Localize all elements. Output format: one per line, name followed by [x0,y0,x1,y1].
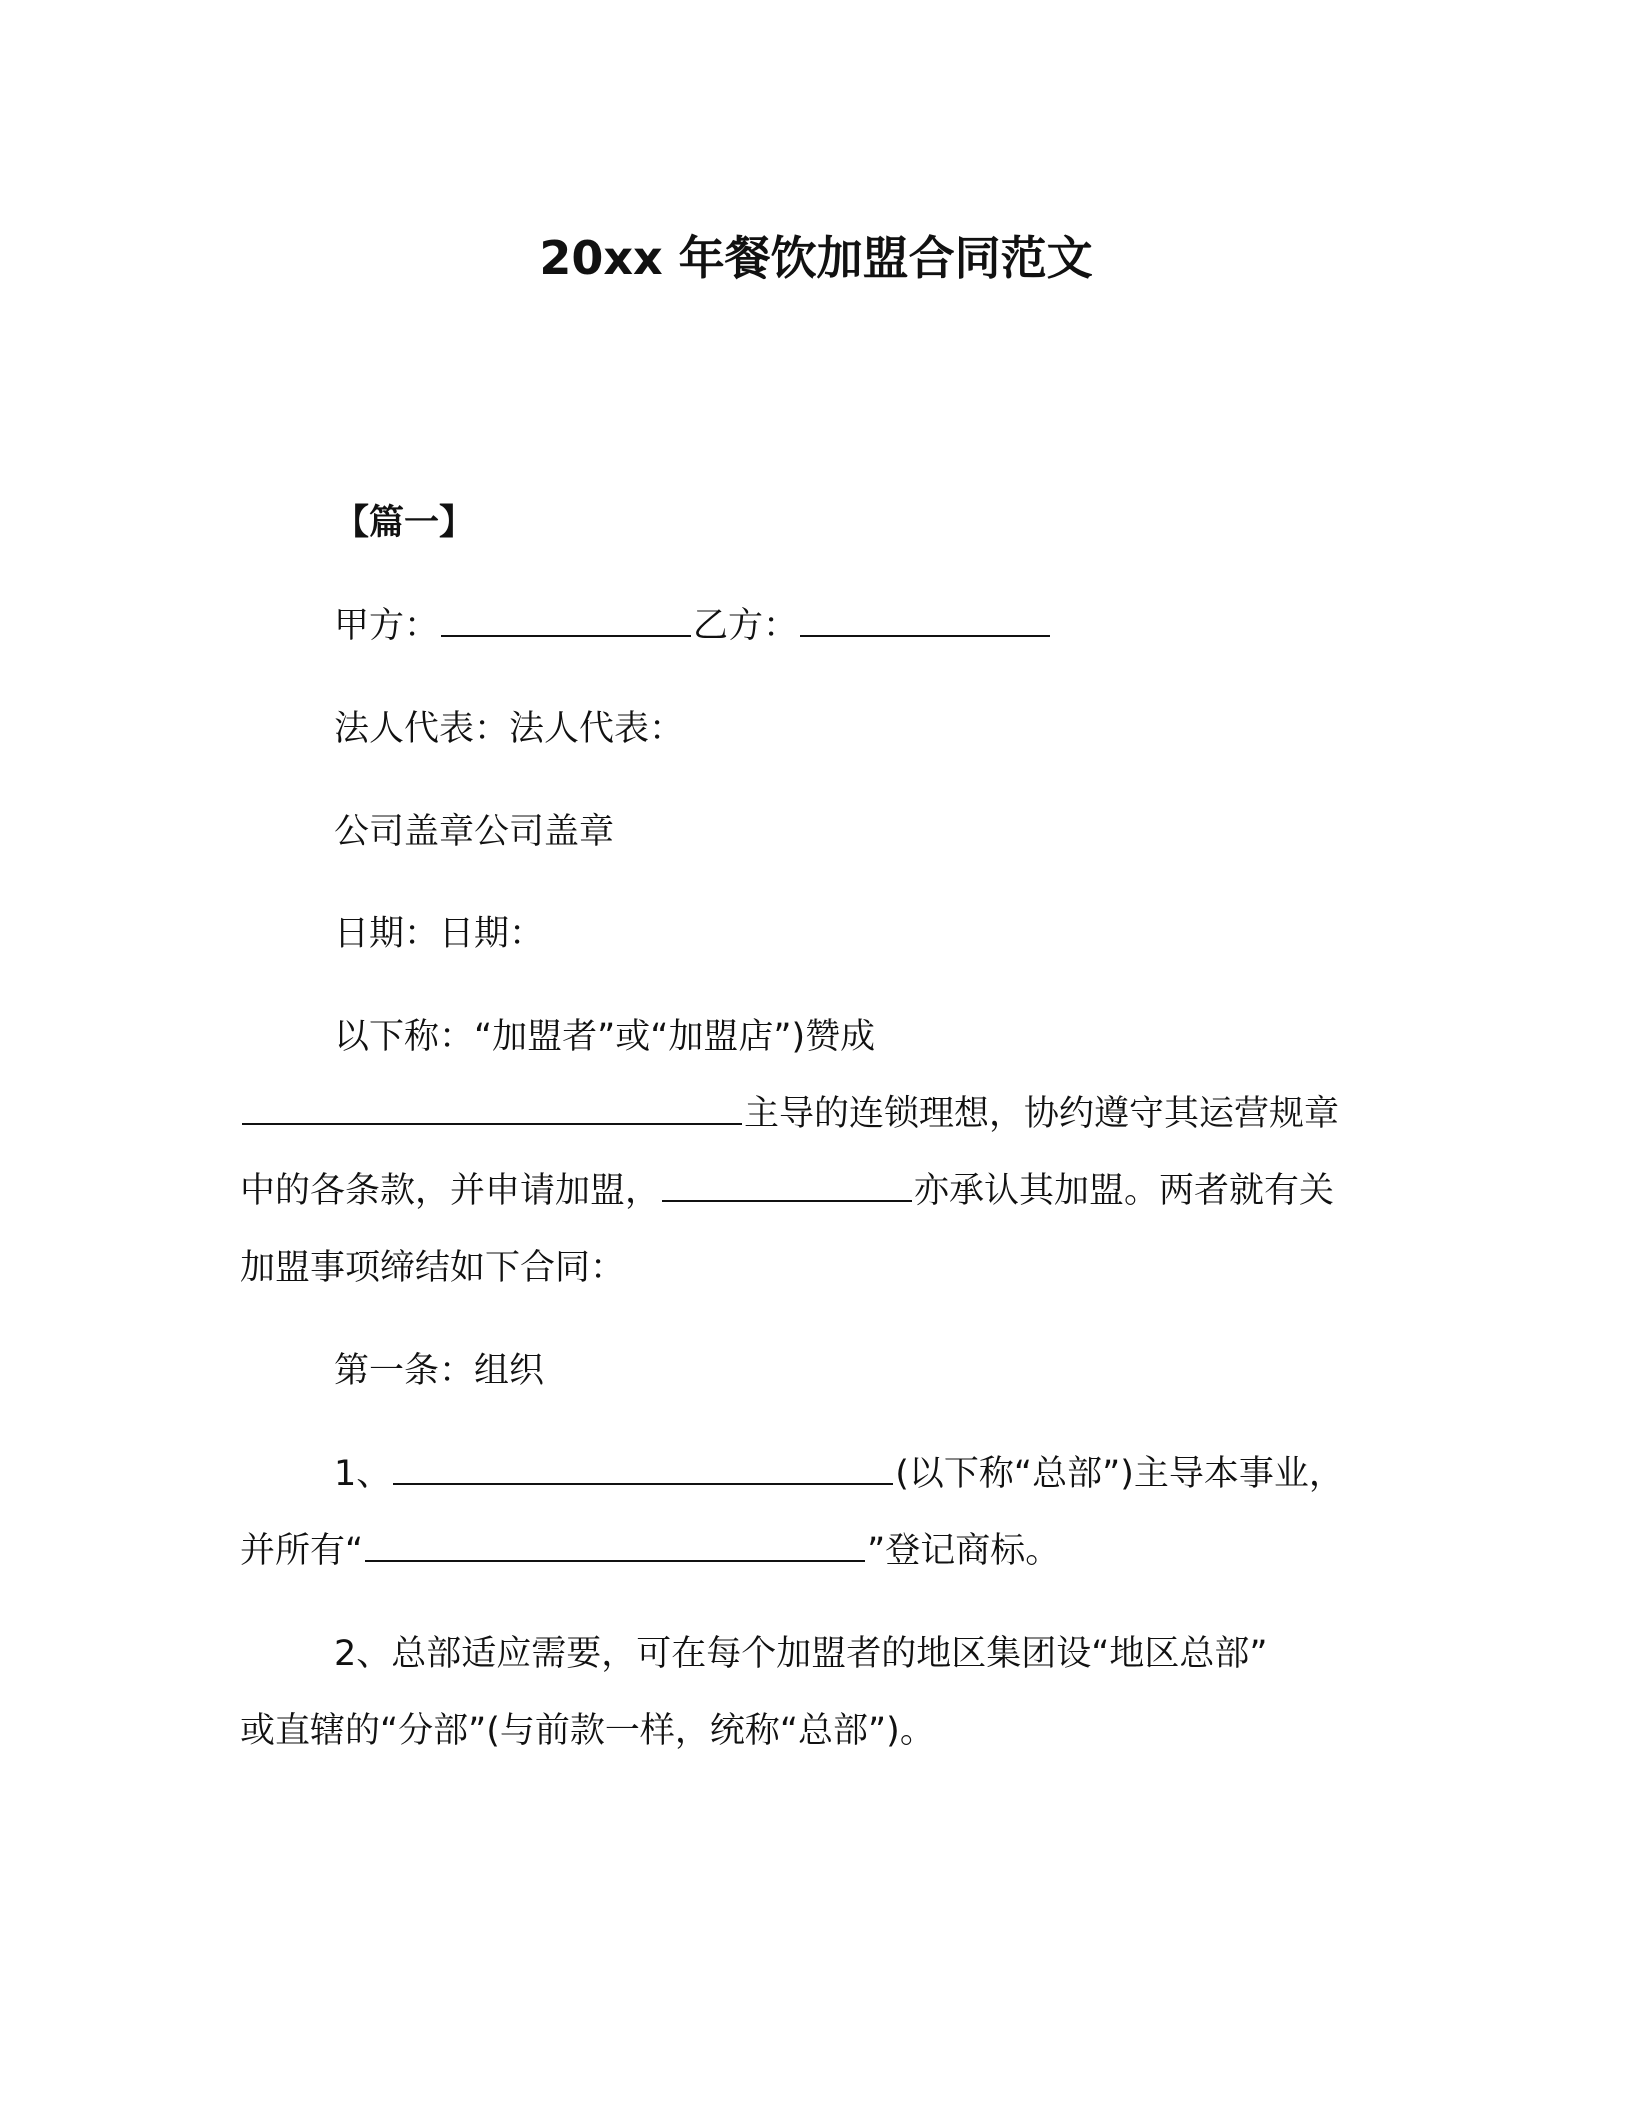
party-b-blank [800,603,1050,637]
fill-blank [662,1168,912,1202]
party-line [334,602,1052,650]
clause-line: 2、总部适应需要，可在每个加盟者的地区集团设“地区总部” [334,1634,1268,1674]
paragraph-line: 以下称：“加盟者”或“加盟店”)赞成 [334,1017,876,1057]
paragraph-line [240,1167,1334,1215]
paragraph-text: 主导的连锁理想，协约遵守其运营规章 [744,1094,1340,1134]
section-label: 【篇一】 [334,503,475,543]
paragraph-line: 加盟事项缔结如下合同： [240,1248,626,1288]
clause-text: 并所有“ [240,1531,364,1571]
paragraph-text: 中的各条款，并申请加盟， [240,1171,661,1211]
clause-line: 或直辖的“分部”(与前款一样，统称“总部”)。 [240,1711,935,1751]
fill-blank [242,1091,742,1125]
article-heading: 第一条：组织 [334,1351,545,1391]
clause-line [334,1450,1344,1498]
clause-text: (以下称“总部”)主导本事业， [895,1454,1344,1494]
party-b-label: 乙方： [693,606,799,646]
clause-text: ”登记商标。 [867,1531,1061,1571]
party-a-label: 甲方： [334,606,440,646]
clause-number: 1、 [334,1454,392,1494]
party-a-blank [441,603,691,637]
fill-blank [365,1528,865,1562]
legal-rep-line: 法人代表：法人代表： [334,709,685,749]
clause-line [240,1527,1060,1575]
date-line: 日期：日期： [334,914,545,954]
fill-blank [393,1451,893,1485]
paragraph-text: 亦承认其加盟。两者就有关 [914,1171,1335,1211]
seal-line: 公司盖章公司盖章 [334,812,615,852]
document-title: 20xx 年餐饮加盟合同范文 [539,231,1093,285]
paragraph-line [240,1090,1339,1138]
